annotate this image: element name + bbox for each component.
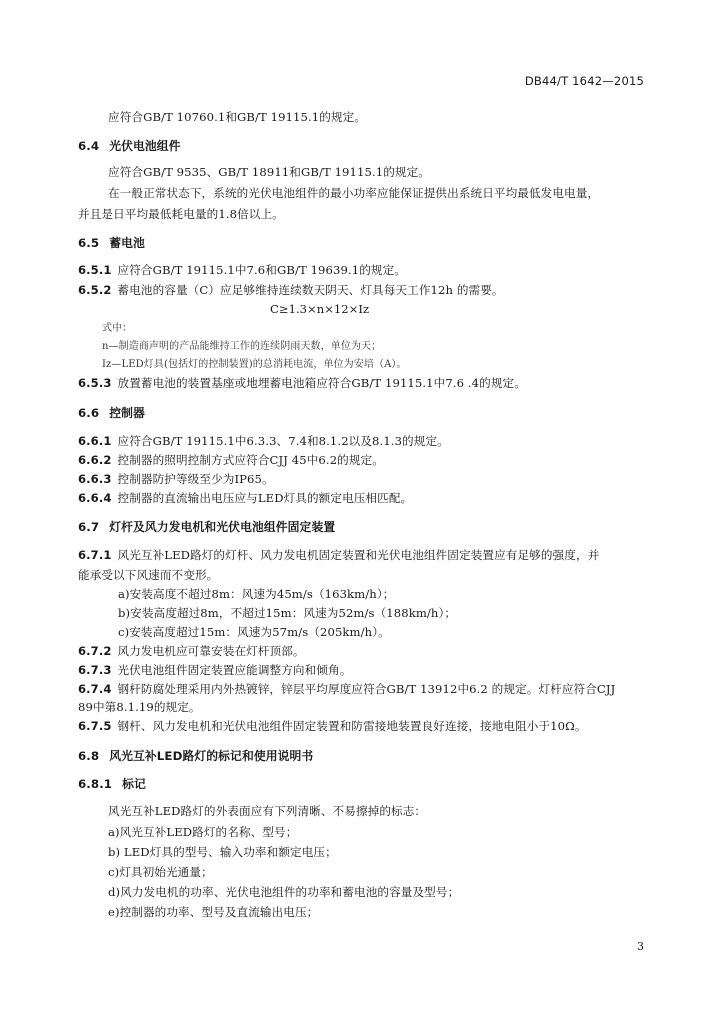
text-line: 并且是日平均最低耗电量的1.8倍以上。 [78, 207, 284, 221]
document-code: DB44/T 1642—2015 [524, 74, 644, 88]
section-heading: 6.6 控制器 [78, 406, 145, 420]
clause-line: 6.7.3 光伏电池组件固定装置应能调整方向和倾角。 [78, 663, 352, 677]
list-item: a)安装高度不超过8m：风速为45m/s（163km/h）； [118, 587, 395, 601]
formula-note: 式中： [102, 323, 133, 334]
page-number: 3 [637, 940, 644, 953]
clause-line: 6.6.3 控制器防护等级至少为IP65。 [78, 472, 274, 486]
list-item: b)安装高度超过8m，不超过15m：风速为52m/s（188km/h）； [118, 606, 457, 620]
list-item: c)灯具初始光通量； [108, 865, 213, 879]
list-item: c)安装高度超过15m：风速为57m/s（205km/h）。 [118, 625, 390, 639]
section-heading: 6.8 风光互补LED路灯的标记和使用说明书 [78, 749, 314, 763]
clause-line: 6.5.3 放置蓄电池的装置基座或地埋蓄电池箱应符合GB/T 19115.1中7.6 .4的规定。 [78, 376, 526, 390]
text-line: 能承受以下风速而不变形。 [78, 568, 219, 582]
text-line: 风光互补LED路灯的外表面应有下列清晰、不易擦掉的标志： [108, 804, 427, 818]
text-line: 应符合GB/T 10760.1和GB/T 19115.1的规定。 [108, 110, 367, 124]
clause-line: 6.7.2 风力发电机应可靠安装在灯杆顶部。 [78, 644, 305, 658]
clause-line: 6.7.4 钢杆防腐处理采用内外热镀锌，锌层平均厚度应符合GB/T 13912中6.2 的规定。灯杆应符合CJJ [78, 682, 616, 696]
clause-line: 6.7.1 风光互补LED路灯的灯杆、风力发电机固定装置和光伏电池组件固定装置应有足够的强度，并 [78, 548, 600, 562]
clause-line: 6.6.1 应符合GB/T 19115.1中6.3.3、7.4和8.1.2以及8.1.3的规定。 [78, 434, 449, 448]
clause-line: 6.5.1 应符合GB/T 19115.1中7.6和GB/T 19639.1的规定。 [78, 263, 406, 277]
list-item: d)风力发电机的功率、光伏电池组件的功率和蓄电池的容量及型号； [108, 885, 460, 899]
section-heading: 6.4 光伏电池组件 [78, 139, 181, 153]
formula-note: Iz—LED灯具(包括灯的控制装置)的总消耗电流，单位为安培（A）。 [102, 359, 407, 370]
text-line: 89中第8.1.19的规定。 [78, 700, 201, 714]
section-heading: 6.5 蓄电池 [78, 236, 145, 250]
clause-line: 6.5.2 蓄电池的容量（C）应足够维持连续数天阴天、灯具每天工作12h 的需要。 [78, 283, 504, 297]
section-heading: 6.7 灯杆及风力发电机和光伏电池组件固定装置 [78, 520, 336, 534]
text-line: 在一般正常状态下，系统的光伏电池组件的最小功率应能保证提供出系统日平均最低发电电量， [108, 186, 600, 200]
list-item: a)风光互补LED路灯的名称、型号； [108, 825, 298, 839]
clause-line: 6.7.5 钢杆、风力发电机和光伏电池组件固定装置和防雷接地装置良好连接，接地电阻小于10Ω。 [78, 719, 587, 733]
capacity-formula: C≥1.3×n×12×Iz [270, 302, 370, 316]
list-item: e)控制器的功率、型号及直流输出电压； [108, 905, 319, 919]
section-heading: 6.8.1 标记 [78, 777, 146, 791]
clause-line: 6.6.2 控制器的照明控制方式应符合CJJ 45中6.2的规定。 [78, 453, 384, 467]
formula-note: n—制造商声明的产品能维持工作的连续阴雨天数，单位为天； [102, 341, 382, 352]
text-line: 应符合GB/T 9535、GB/T 18911和GB/T 19115.1的规定。 [108, 165, 430, 179]
list-item: b) LED灯具的型号、输入功率和额定电压； [108, 845, 337, 859]
clause-line: 6.6.4 控制器的直流输出电压应与LED灯具的额定电压相匹配。 [78, 491, 413, 505]
